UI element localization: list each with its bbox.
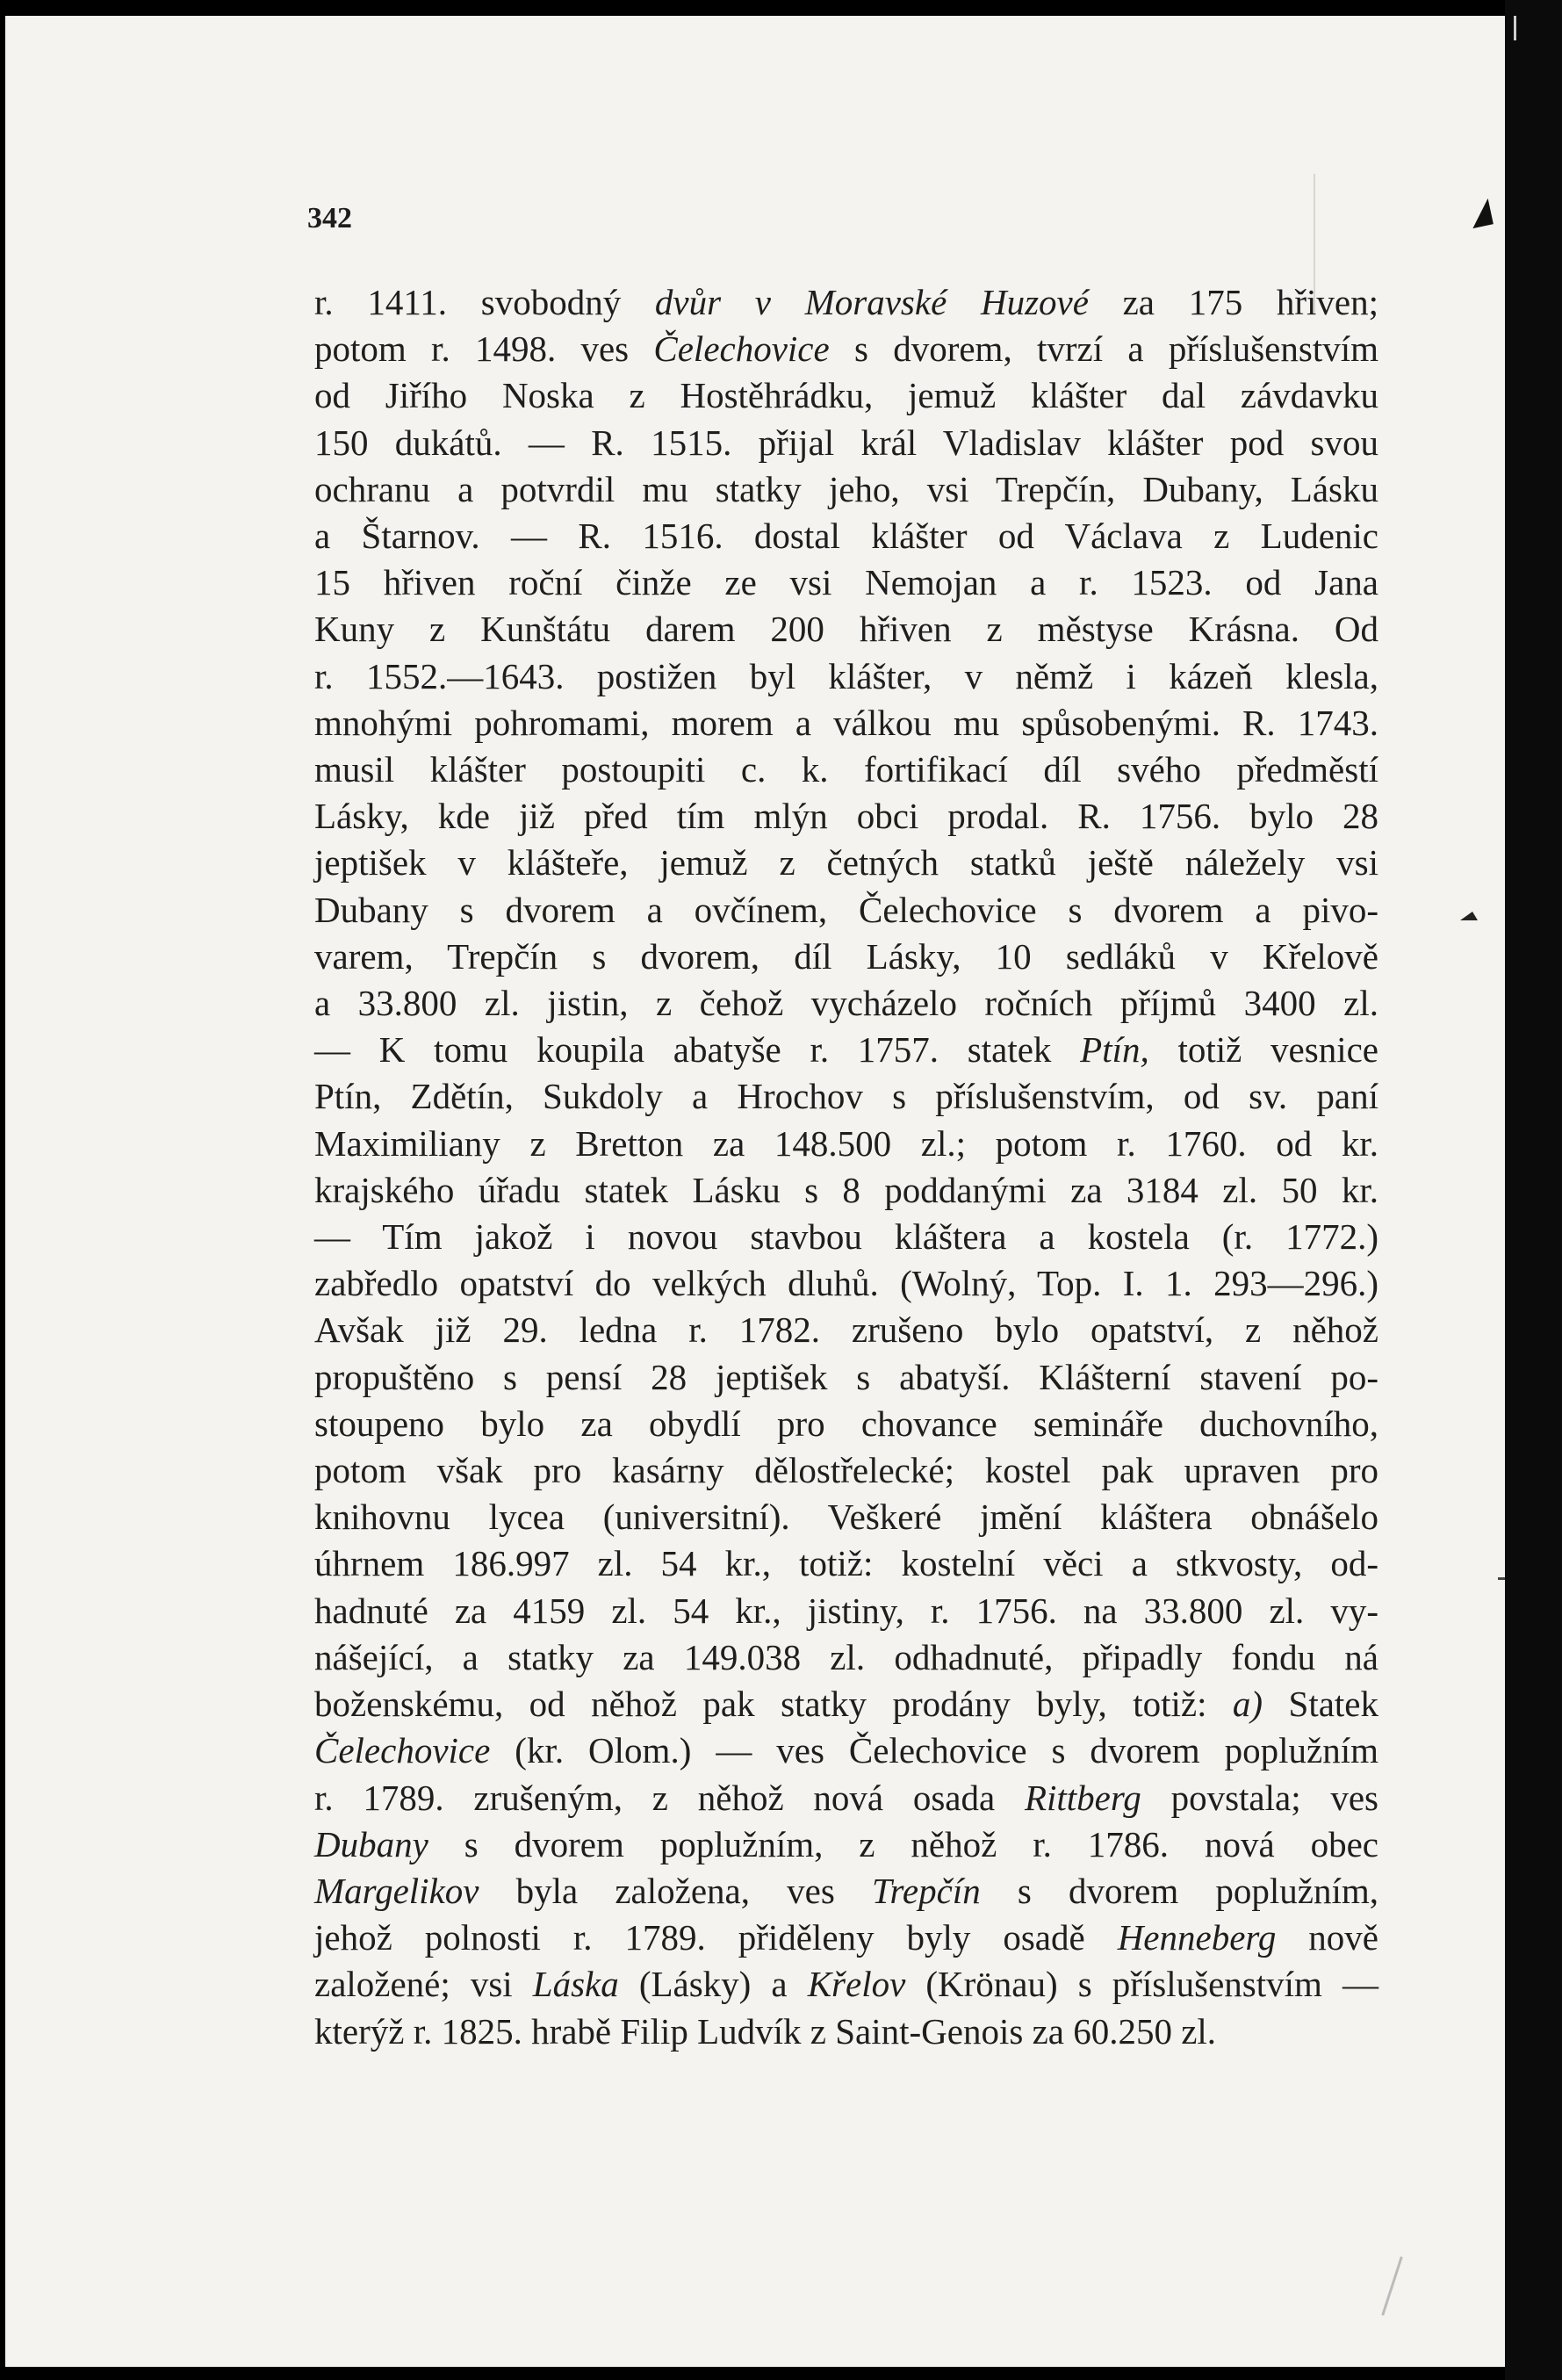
text-line: boženskému, od něhož pak statky prodány byly, totiž: a) Statek	[314, 1684, 1379, 1725]
text-line: a Štarnov. — R. 1516. dostal klášter od Václava z Ludenic	[314, 516, 1378, 557]
page-number: 342	[307, 202, 352, 234]
text-line: zabředlo opatství do velkých dluhů. (Wolný, Top. I. 1. 293—296.)	[314, 1263, 1378, 1304]
text-line: Kuny z Kunštátu darem 200 hřiven z městyse Krásna. Od	[314, 609, 1378, 650]
text-line: 150 dukátů. — R. 1515. přijal král Vladislav klášter pod svou	[314, 422, 1378, 463]
text-line: Lásky, kde již před tím mlýn obci prodal. R. 1756. bylo 28	[314, 796, 1378, 837]
text-line: úhrnem 186.997 zl. 54 kr., totiž: kostelní věci a stkvosty, od-	[314, 1543, 1378, 1584]
text-line: Avšak již 29. ledna r. 1782. zrušeno bylo opatství, z něhož	[314, 1309, 1378, 1351]
text-line: Ptín, Zdětín, Sukdoly a Hrochov s příslušenstvím, od sv. paní	[314, 1076, 1378, 1117]
text-line: varem, Trepčín s dvorem, díl Lásky, 10 sedláků v Křelově	[314, 935, 1378, 977]
text-line: Dubany s dvorem a ovčínem, Čelechovice s dvorem a pivo-	[314, 889, 1378, 930]
text-line: a 33.800 zl. jistin, z čehož vycházelo ročních příjmů 3400 zl.	[314, 983, 1378, 1024]
scan-edge-mark	[1514, 16, 1516, 40]
text-line: propuštěno s pensí 28 jeptišek s abatyší. Klášterní stavení po-	[314, 1356, 1378, 1397]
text-line: — Tím jakož i novou stavbou kláštera a kostela (r. 1772.)	[314, 1216, 1378, 1258]
ink-blot-mark	[1467, 198, 1494, 228]
text-line: potom r. 1498. ves Čelechovice s dvorem, tvrzí a příslušenstvím	[314, 328, 1378, 370]
text-line: potom však pro kasárny dělostřelecké; kostel pak upraven pro	[314, 1450, 1378, 1491]
book-page	[5, 16, 1505, 2367]
text-line: nášející, a statky za 149.038 zl. odhadnuté, připadly fondu ná	[314, 1636, 1378, 1677]
text-line: jeptišek v klášteře, jemuž z četných statků ještě náležely vsi	[314, 842, 1378, 883]
pencil-stroke-mark	[1381, 2256, 1402, 2316]
text-line: založené; vsi Láska (Lásky) a Křelov (Krönau) s příslušenstvím —	[314, 1964, 1378, 2005]
text-line: knihovnu lycea (universitní). Veškeré jmění kláštera obnášelo	[314, 1497, 1378, 1538]
text-line: krajského úřadu statek Lásku s 8 poddanými za 3184 zl. 50 kr.	[314, 1169, 1378, 1210]
margin-dash-mark	[1498, 1577, 1505, 1580]
text-line: 15 hřiven roční činže ze vsi Nemojan a r. 1523. od Jana	[314, 562, 1378, 603]
text-line: r. 1411. svobodný dvůr v Moravské Huzové za 175 hřiven;	[314, 282, 1379, 322]
text-line: Maximiliany z Bretton za 148.500 zl.; potom r. 1760. od kr.	[314, 1122, 1378, 1164]
text-line: mnohými pohromami, morem a válkou mu spůsobenými. R. 1743.	[314, 702, 1378, 743]
text-line: r. 1789. zrušeným, z něhož nová osada Rittberg povstala; ves	[314, 1777, 1378, 1818]
text-line: stoupeno bylo za obydlí pro chovance semináře duchovního,	[314, 1403, 1378, 1444]
text-line: Čelechovice (kr. Olom.) — ves Čelechovice s dvorem poplužním	[314, 1730, 1378, 1771]
scan-border	[1505, 0, 1562, 2380]
text-line: od Jiřího Noska z Hostěhrádku, jemuž klášter dal závdavku	[314, 375, 1378, 416]
text-line: Margelikov byla založena, ves Trepčín s dvorem poplužním,	[314, 1870, 1378, 1911]
text-line: r. 1552.—1643. postižen byl klášter, v němž i kázeň klesla,	[314, 655, 1378, 696]
text-line: jehož polnosti r. 1789. přiděleny byly osadě Henneberg nově	[314, 1917, 1378, 1958]
text-line: Dubany s dvorem poplužním, z něhož r. 1786. nová obec	[314, 1823, 1378, 1864]
text-line: musil klášter postoupiti c. k. fortifikací díl svého předměstí	[314, 749, 1378, 790]
text-line: ochranu a potvrdil mu statky jeho, vsi Trepčín, Dubany, Lásku	[314, 468, 1378, 509]
page-body-text	[314, 279, 1378, 2055]
margin-arrow-mark	[1460, 912, 1478, 920]
text-line: kterýž r. 1825. hrabě Filip Ludvík z Saint-Genois za 60.250 zl.	[314, 2010, 1217, 2052]
text-line: hadnuté za 4159 zl. 54 kr., jistiny, r. 1756. na 33.800 zl. vy-	[314, 1590, 1378, 1631]
text-line: — K tomu koupila abatyše r. 1757. statek Ptín, totiž vesnice	[314, 1029, 1378, 1071]
